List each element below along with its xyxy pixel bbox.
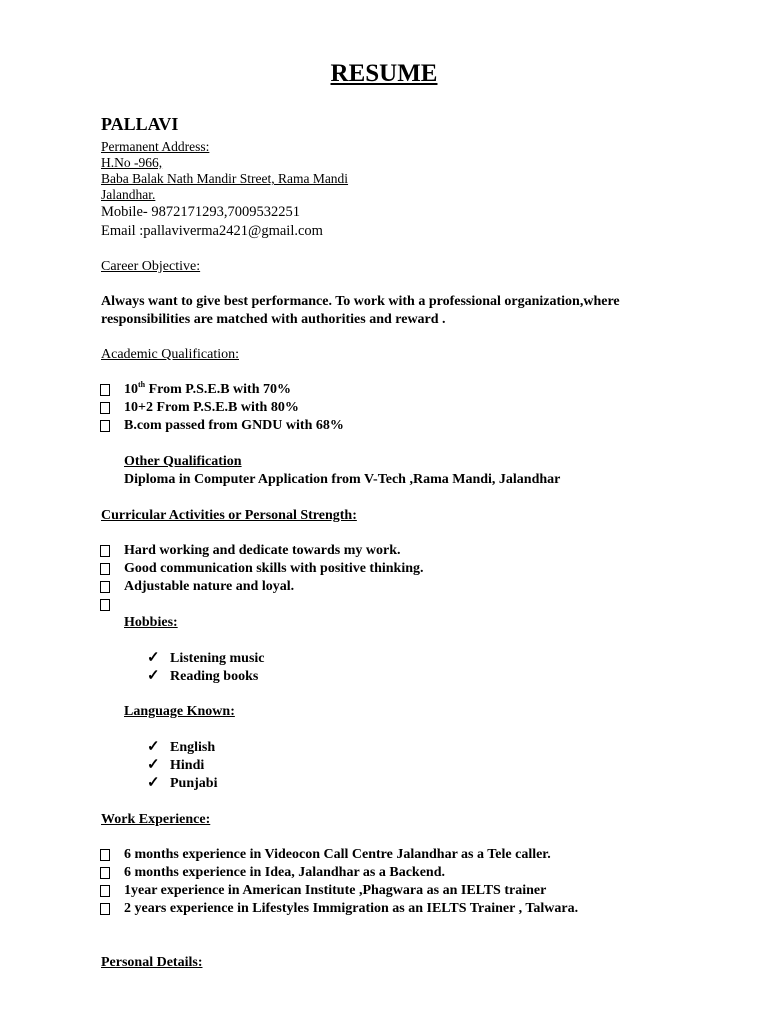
work-experience-heading: Work Experience: xyxy=(101,812,211,827)
language-heading: Language Known: xyxy=(124,704,235,719)
hobbies-heading: Hobbies: xyxy=(124,615,178,630)
candidate-name: PALLAVI xyxy=(101,114,179,134)
bullet-icon xyxy=(100,885,110,897)
other-qualification-text: Diploma in Computer Application from V-Tech ,Rama Mandi, Jalandhar xyxy=(124,472,561,487)
bullet-icon xyxy=(100,849,110,861)
career-objective-heading: Career Objective: xyxy=(101,259,201,274)
check-icon: ✓ xyxy=(147,668,160,684)
language-item: Hindi xyxy=(170,758,205,773)
bullet-icon xyxy=(100,563,110,575)
work-item: 2 years experience in Lifestyles Immigration as an IELTS Trainer , Talwara. xyxy=(124,901,579,916)
resume-title: RESUME xyxy=(330,60,438,87)
academic-item-2: 10+2 From P.S.E.B with 80% xyxy=(124,400,299,415)
curricular-item: Adjustable nature and loyal. xyxy=(124,579,295,594)
check-icon: ✓ xyxy=(147,650,160,666)
address-line-2: Baba Balak Nath Mandir Street, Rama Mandi xyxy=(101,171,349,186)
academic-heading: Academic Qualification: xyxy=(101,347,239,362)
address-line-1: H.No -966, xyxy=(101,155,163,170)
hobby-item: Listening music xyxy=(170,651,265,666)
check-icon: ✓ xyxy=(147,775,160,791)
language-item: English xyxy=(170,740,216,755)
career-objective-line-1: Always want to give best performance. To work with a professional organization,where xyxy=(101,294,620,309)
bullet-icon xyxy=(100,581,110,593)
academic-item-1: 10th From P.S.E.B with 70% xyxy=(124,380,291,397)
curricular-heading: Curricular Activities or Personal Strength: xyxy=(101,508,357,523)
curricular-item: Good communication skills with positive thinking. xyxy=(124,561,424,576)
other-qualification-heading: Other Qualification xyxy=(124,454,242,469)
bullet-icon xyxy=(100,384,110,396)
personal-details-heading: Personal Details: xyxy=(101,955,203,970)
academic-item-3: B.com passed from GNDU with 68% xyxy=(124,418,344,433)
curricular-item: Hard working and dedicate towards my work. xyxy=(124,543,401,558)
bullet-icon xyxy=(100,903,110,915)
work-item: 6 months experience in Videocon Call Centre Jalandhar as a Tele caller. xyxy=(124,847,551,862)
check-icon: ✓ xyxy=(147,757,160,773)
work-item: 6 months experience in Idea, Jalandhar as a Backend. xyxy=(124,865,445,880)
bullet-icon xyxy=(100,599,110,611)
hobby-item: Reading books xyxy=(170,669,259,684)
mobile-number: Mobile- 9872171293,7009532251 xyxy=(101,204,300,220)
address-heading: Permanent Address: xyxy=(101,139,210,154)
work-item: 1year experience in American Institute ,Phagwara as an IELTS trainer xyxy=(124,883,547,898)
address-line-3: Jalandhar. xyxy=(101,187,156,202)
email-address: Email :pallaviverma2421@gmail.com xyxy=(101,223,323,239)
language-item: Punjabi xyxy=(170,776,218,791)
bullet-icon xyxy=(100,545,110,557)
bullet-icon xyxy=(100,420,110,432)
bullet-icon xyxy=(100,867,110,879)
career-objective-line-2: responsibilities are matched with authorities and reward . xyxy=(101,312,446,327)
bullet-icon xyxy=(100,402,110,414)
check-icon: ✓ xyxy=(147,739,160,755)
